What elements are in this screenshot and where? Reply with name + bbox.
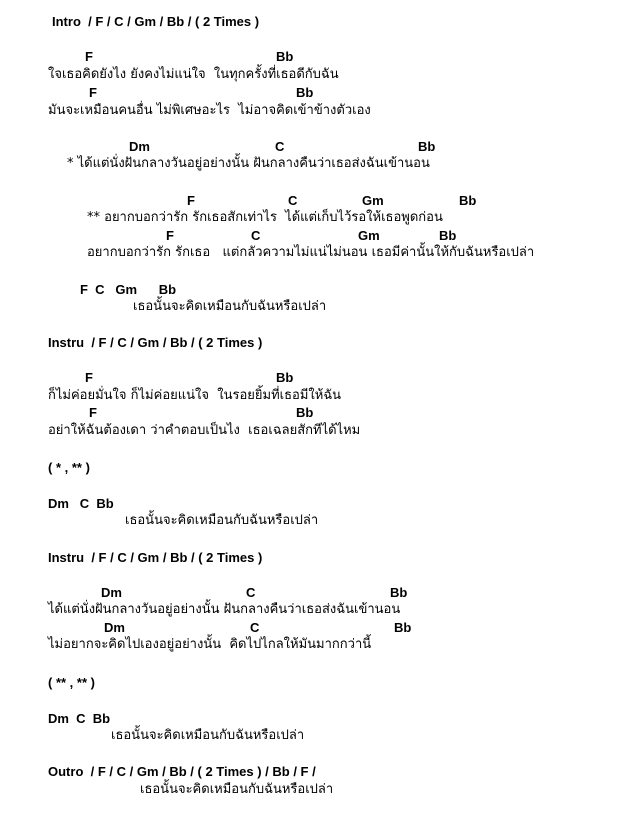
lyric-line: ได้แต่นั่งฝันกลางวันอยู่อย่างนั้น ฝันกลางคืนว่าเธอส่งฉันเข้านอน xyxy=(48,602,401,617)
chord: C xyxy=(250,620,260,635)
lyric-line: ก็ไม่ค่อยมั่นใจ ก็ไม่ค่อยแน่ใจ ในรอยยิ้มที่เธอมีให้ฉัน xyxy=(48,388,342,403)
chord: Gm xyxy=(358,228,380,243)
chord: Bb xyxy=(394,620,412,635)
lyric-line: ไม่อยากจะคิดไปเองอยู่อย่างนั้น คิดไปไกลให้มันมากกว่านี้ xyxy=(48,637,372,652)
chord: C xyxy=(275,139,285,154)
lyric-line: อย่าให้ฉันต้องเดา ว่าคำตอบเป็นไง เธอเฉลยสักทีได้ไหม xyxy=(48,423,361,438)
chord: F xyxy=(187,193,195,208)
chord: C xyxy=(251,228,261,243)
chord: F xyxy=(89,405,97,420)
chord: Bb xyxy=(296,85,314,100)
instru-line: Instru / F / C / Gm / Bb / ( 2 Times ) xyxy=(48,550,263,565)
chord: F xyxy=(89,85,97,100)
chord-line: F C Gm Bb xyxy=(80,282,177,297)
chord-line: Dm C Bb xyxy=(48,496,114,511)
chord: Bb xyxy=(459,193,477,208)
outro-line: Outro / F / C / Gm / Bb / ( 2 Times ) / Bb / F / xyxy=(48,764,316,779)
chord: Bb xyxy=(276,370,294,385)
lyric-line: มันจะเหมือนคนอื่น ไม่พิเศษอะไร ไม่อาจคิดเข้าข้างตัวเอง xyxy=(48,103,371,118)
chord-line: Dm C Bb xyxy=(48,711,111,726)
chord: F xyxy=(85,370,93,385)
lyric-line: ** อยากบอกว่ารัก รักเธอสักเท่าไร ได้แต่เก็บไว้รอให้เธอพูดก่อน xyxy=(87,210,443,225)
chord: Bb xyxy=(390,585,408,600)
chord: F xyxy=(166,228,174,243)
chord: Dm xyxy=(104,620,125,635)
instru-line: Instru / F / C / Gm / Bb / ( 2 Times ) xyxy=(48,335,263,350)
chord: Dm xyxy=(101,585,122,600)
intro-line: Intro / F / C / Gm / Bb / ( 2 Times ) xyxy=(52,14,260,29)
lyric-line: เธอนั้นจะคิดเหมือนกับฉันหรือเปล่า xyxy=(133,299,327,314)
lyric-line: ใจเธอคิดยังไง ยังคงไม่แน่ใจ ในทุกครั้งที่เธอดีกับฉัน xyxy=(48,67,339,82)
repeat-marker: ( * , ** ) xyxy=(48,460,90,475)
lyric-line: เธอนั้นจะคิดเหมือนกับฉันหรือเปล่า xyxy=(125,513,319,528)
lyric-line: เธอนั้นจะคิดเหมือนกับฉันหรือเปล่า xyxy=(140,782,334,797)
chord: Bb xyxy=(418,139,436,154)
chord: Dm xyxy=(129,139,150,154)
chord: Bb xyxy=(296,405,314,420)
chord: Gm xyxy=(362,193,384,208)
lyric-line: เธอนั้นจะคิดเหมือนกับฉันหรือเปล่า xyxy=(111,728,305,743)
chord: Bb xyxy=(439,228,457,243)
chord: F xyxy=(85,49,93,64)
chord: C xyxy=(246,585,256,600)
chord: C xyxy=(288,193,298,208)
repeat-marker: ( ** , ** ) xyxy=(48,675,95,690)
lyric-line: อยากบอกว่ารัก รักเธอ แต่กลัวความไม่แน่ไม่นอน เธอมีค่านั้นให้กับฉันหรือเปล่า xyxy=(87,245,535,260)
chord: Bb xyxy=(276,49,294,64)
lyric-line: * ได้แต่นั่งฝันกลางวันอยู่อย่างนั้น ฝันกลางคืนว่าเธอส่งฉันเข้านอน xyxy=(67,156,430,171)
